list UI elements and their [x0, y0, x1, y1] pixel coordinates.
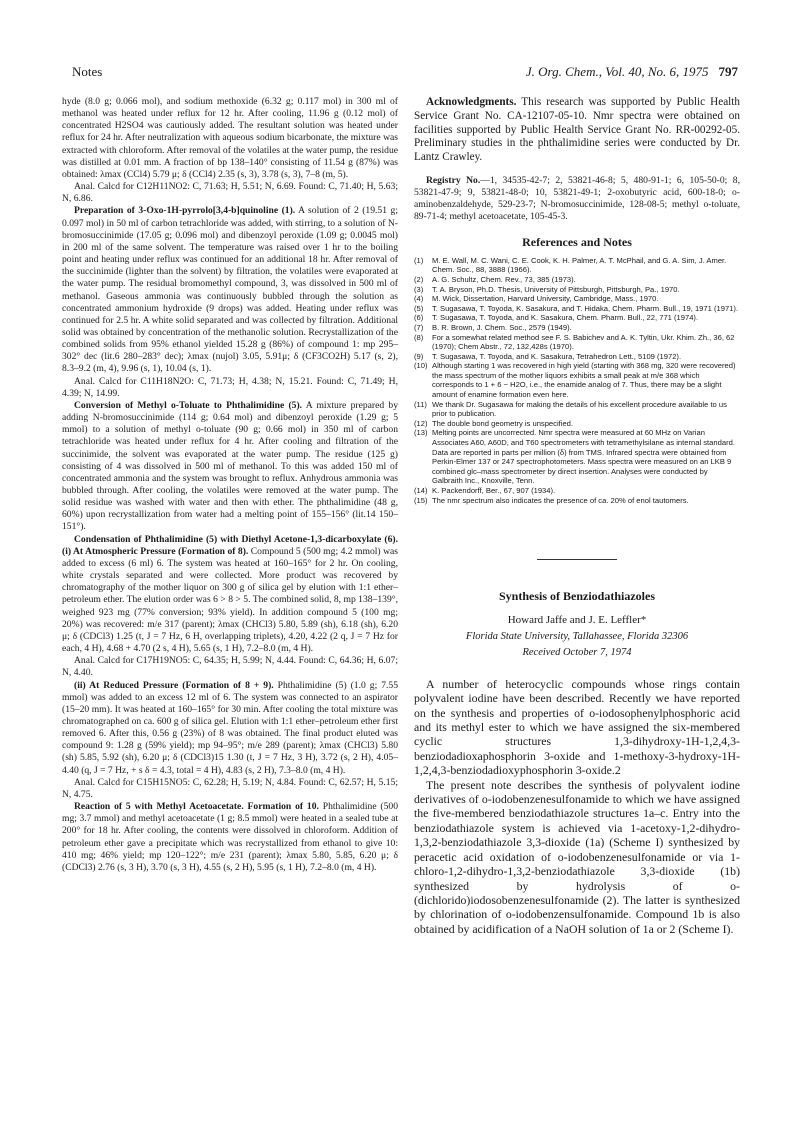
reference-text: K. Packendorff, Ber., 67, 907 (1934). — [432, 486, 556, 496]
reference-text: B. R. Brown, J. Chem. Soc., 2579 (1949). — [432, 322, 572, 332]
reference-text: The nmr spectrum also indicates the presence of ca. 20% of enol tautomers. — [432, 495, 689, 505]
reference-item — [414, 333, 740, 352]
paragraph-heading: (ii) At Reduced Pressure (Formation of 8 + 9). — [74, 679, 274, 691]
affiliation: Florida State University, Tallahassee, Florida 32306 — [465, 630, 689, 642]
reference-text: We thank Dr. Sugasawa for making the details of his excellent procedure available to us prior to publication. — [432, 399, 727, 419]
paragraph: Preparation of 3-Oxo-1H-pyrrolo[3,4-b]quinoline (1). A solution of 2 (19.51 g; 0.097 mol) in 50 ml of carbon tetrachloride was added, with stirring, to a solution of N-bromosuccinimide (17.05 g; 0.096 mol) and dibenzoyl peroxide (1.09 g; 0.0045 mol) in 200 ml of the same solvent. The temperature was raised over 1 hr to the boiling point and heating under reflux was continued for an additional 18 hr. After removal of the succinimide (lighter than the solvent) by filtration, the volatiles were evaporated at the water pump. The residual bromomethyl compound, 3, was dissolved in 500 ml of methanol. Gaseous ammonia was continuously bubbled through the solution as concentrated ammonium hydroxide (9 drops) was added. Heating under reflux was continued for 2.5 hr. A white solid separated and was collected by filtration. Additional solid was obtained by concentration of the methanolic solution. Recrystallization of the combined solids from 95% ethanol yielded 15.28 g (86%) of compound 1: mp 295–302° dec (lit.6 280–283° dec); λmax (nujol) 3.05, 5.91μ; δ (CF3CO2H) 5.17 (s, 2), 8.3–9.2 (m, 4), 9.96 (s, 1), 10.04 (s, 1). — [62, 205, 398, 375]
reference-text: T. A. Bryson, Ph.D. Thesis, University of Pittsburgh, Pittsburgh, Pa., 1970. — [432, 284, 680, 294]
reference-item — [414, 275, 740, 285]
reference-item — [414, 285, 740, 295]
reference-number: (6) — [414, 313, 424, 323]
paragraph-heading: Condensation of Phthalimidine (5) with Diethyl Acetone-1,3-dicarboxylate (6). (i) At Atmospheric Pressure (Formation of 8). — [62, 533, 398, 557]
analysis-paragraph: Anal. Calcd for C11H18N2O: C, 71.73; H, 4.38; N, 15.21. Found: C, 71.49; H, 4.39; N, 14.99. — [62, 375, 398, 399]
reference-item — [414, 294, 740, 304]
reference-number: (2) — [414, 274, 424, 284]
reference-text: A. G. Schultz, Chem. Rev., 73, 385 (1973). — [432, 274, 576, 284]
reference-item — [414, 352, 740, 362]
authors: Howard Jaffe and J. E. Leffler* — [507, 614, 647, 627]
reference-item — [414, 323, 740, 333]
reference-text: For a somewhat related method see F. S. Babichev and A. K. Tyltin, Ukr. Khim. Zh., 36, 62 (1970); Chem Abstr., 72, 132,428s (1970). — [432, 332, 735, 352]
reference-text: M. Wick, Dissertation, Harvard University, Cambridge, Mass., 1970. — [432, 294, 659, 304]
left-column — [62, 96, 398, 874]
paragraph-heading: Reaction of 5 with Methyl Acetoacetate. Formation of 10. — [74, 801, 319, 813]
reference-item — [414, 313, 740, 323]
reference-number: (4) — [414, 294, 424, 304]
analysis-paragraph: Anal. Calcd for C15H15NO5: C, 62.28; H, 5.19; N, 4.84. Found: C, 62.57; H, 5.15; N, 4.75. — [62, 776, 398, 800]
reference-number: (5) — [414, 303, 424, 313]
reference-number: (10) — [414, 361, 428, 371]
section-label: Notes — [72, 64, 103, 79]
references-list — [414, 256, 740, 505]
analysis-paragraph: Anal. Calcd for C17H19NO5: C, 64.35; H, 5.99; N, 4.44. Found: C, 64.36; H, 6.07; N, 4.40. — [62, 655, 398, 679]
reference-number: (1) — [414, 255, 424, 265]
acknowledgments-heading: Acknowledgments. — [426, 96, 517, 108]
article-title: Synthesis of Benziodathiazoles — [498, 589, 655, 604]
paragraph: Condensation of Phthalimidine (5) with Diethyl Acetone-1,3-dicarboxylate (6). (i) At Atmospheric Pressure (Formation of 8). Compound 5 (500 mg; 4.2 mmol) was added to excess (6 ml) 6. The system was heated at 160–165° for 2 hr. On cooling, white crystals separated and were collected. More product was recovered by chromatography of the mother liquor on 300 g of silica gel by elution with 1:1 ether–petroleum ether. The elution order was 6 > 8 > 5. The combined solid, 8, mp 138–139°, weighed 923 mg (77% conversion; 93% yield). In addition compound 5 (100 mg; 20%) was recovered: m/e 317 (parent); λmax (CHCl3) 5.80, 5.89 (sh), 6.18 (sh), 6.20 μ; δ (CDCl3) 1.25 (t, J = 7 Hz, 6 H, overlapping triplets), 4.20, 4.22 (2 q, J = 7 Hz for each, 4 H), 4.68 + 4.70 (2 s, 4 H), 5.65 (s, 1 H), 7.2–8.0 (m, 4 H). — [62, 533, 399, 655]
reference-item — [414, 400, 740, 419]
paragraph: hyde (8.0 g; 0.066 mol), and sodium methoxide (6.32 g; 0.117 mol) in 300 ml of methanol was heated under reflux for 12 hr. After cooling, 11.96 g (0.12 mol) of concentrated H2SO4 was cautiously added. The resultant solution was heated under reflux for 24 hr. After neutralization with aqueous sodium bicarbonate, the mixture was extracted with chloroform. After removal of the volatiles at the water pump, the residue was distilled at 0.01 mm. A fraction of bp 138–140° consisting of 11.54 g (87%) was obtained: λmax (CCl4) 5.79 μ; δ (CCl4) 2.35 (s, 3), 3.78 (s, 3), 7–8 (m, 5). — [62, 96, 398, 180]
divider — [537, 559, 617, 560]
reference-number: (14) — [414, 486, 428, 496]
received-date: Received October 7, 1974 — [522, 646, 632, 658]
analysis-paragraph: Anal. Calcd for C12H11NO2: C, 71.63; H, 5.51; N, 6.69. Found: C, 71.40; H, 5.63; N, 6.86. — [62, 181, 398, 205]
reference-item — [414, 496, 740, 506]
reference-text: T. Sugasawa, T. Toyoda, K. Sasakura, and T. Hidaka, Chem. Pharm. Bull., 19, 1971 (1971). — [432, 303, 739, 313]
page-number: 797 — [718, 64, 738, 79]
reference-item — [414, 256, 740, 275]
right-column — [414, 96, 740, 936]
paragraph-heading: Conversion of Methyl o-Toluate to Phthalimidine (5). — [74, 399, 303, 411]
reference-item — [414, 419, 740, 429]
reference-text: T. Sugasawa, T. Toyoda, and K. Sasakura, Chem. Pharm. Bull., 22, 771 (1974). — [432, 313, 699, 323]
reference-text: T. Sugasawa, T. Toyoda, and K. Sasakura, Tetrahedron Lett., 5109 (1972). — [432, 351, 682, 361]
reference-number: (12) — [414, 418, 428, 428]
reference-text: Although starting 1 was recovered in high yield (starting with 368 mg, 320 were recovered) the mass spectrum of the mother liquors exhibits a small peak at m/e 368 which corresponds to 1 + 6 − H2O, i.e., the enamide analog of 7. Thus, there may be a slight amount of enamine formation even here. — [432, 361, 736, 400]
reference-item — [414, 361, 740, 399]
acknowledgments: Acknowledgments. This research was supported by Public Health Service Grant No. CA-12107-05-10. Nmr spectra were obtained on facilities supported by Public Health Service Grant No. RR-00292-05. Preliminary studies in the phthalimidine series were conducted by Dr. Lantz Crawley. — [414, 96, 740, 164]
registry-numbers: Registry No.—1, 34535-42-7; 2, 53821-46-8; 5, 480-91-1; 6, 105-50-0; 8, 53821-47-9; 9, 53821-48-0; 10, 53821-49-1; 2-oxobutyric acid, 600-18-0; o-aminobenzaldehyde, 529-23-7; N-bromosuccinimide, 128-08-5; methyl o-toluate, 89-71-4; methyl acetoacetate, 105-45-3. — [414, 174, 740, 223]
reference-number: (3) — [414, 284, 424, 294]
reference-text: The double bond geometry is unspecified. — [432, 418, 573, 428]
paragraph: A number of heterocyclic compounds whose rings contain polyvalent iodine have been described. Recently we have reported on the synthesis and properties of o-iodosophenylphosphoric acid and its methyl ester to which we have assigned the six-membered cyclic structures 1,3-dihydroxy-1H-1,2,4,3-benziodadioxaphosphorin 3-oxide and 1-methoxy-3-hydroxy-1H-1,2,4,3-benziodadioxyphosphorin 3-oxide.2 — [414, 676, 740, 778]
reference-item — [414, 486, 740, 496]
journal-citation — [526, 64, 738, 80]
paragraph: Conversion of Methyl o-Toluate to Phthalimidine (5). A mixture prepared by adding N-bromosuccinimide (114 g; 0.64 mol) and dibenzoyl peroxide (1.29 g; 5 mmol) to a solution of methyl o-toluate (90 g; 0.66 mol) in 350 ml of carbon tetrachloride was heated under reflux for 4 hr. After cooling and filtration of the succinimide, the solvent was evaporated at the water pump. The residue (125 g) consisting of 4 was dissolved in 500 ml of methanol. To this was added 150 ml of concentrated ammonia and the system was brought to reflux. Anhydrous ammonia was bubbled through. After cooling, the volatiles were removed at the water pump. The solid residue was washed with water and then with ether. The phthalimidine (48 g, 60%) upon recrystallization from water had a melting point of 155–156° (lit.14 150–151°). — [62, 399, 398, 533]
reference-number: (9) — [414, 351, 424, 361]
reference-item — [414, 304, 740, 314]
reference-number: (11) — [414, 399, 427, 409]
paragraph: The present note describes the synthesis of polyvalent iodine derivatives of o-iodobenzenesulfonamide to which we have assigned the five-membered benziodathiazole structures 1a–c. Entry into the benziodathiazole system is achieved via 1-acetoxy-1,2-dihydro-1,3,2-benziodathiazole 3,3-dioxide (1a) (Scheme I) synthesized by peracetic acid oxidation of o-iodobenzenesulfonamide or via 1-chloro-1,2-dihydro-1,3,2-benziodathiazole 3,3-dioxide (1b) synthesized by hydrolysis of o-(dichlorido)iodosobenzenesulfonamide (2). The latter is synthesized by chlorination of o-iodobenzensulfonamide. Compound 1b is also obtained by acidification of a NaOH solution of 1a or 2 (Scheme I). — [414, 777, 740, 936]
reference-text: M. E. Wall, M. C. Wani, C. E. Cook, K. H. Palmer, A. T. McPhail, and G. A. Sim, J. Amer. Chem. Soc., 88, 3888 (1966). — [432, 255, 727, 275]
paragraph-heading: Preparation of 3-Oxo-1H-pyrrolo[3,4-b]quinoline (1). — [74, 205, 296, 217]
reference-number: (13) — [414, 428, 428, 438]
references-title: References and Notes — [522, 234, 632, 249]
reference-number: (7) — [414, 322, 424, 332]
reference-item — [414, 428, 740, 486]
paragraph: Reaction of 5 with Methyl Acetoacetate. Formation of 10. Phthalimidine (500 mg; 3.7 mmol) and methyl acetoacetate (1 g; 8.5 mmol) were heated in a sealed tube at 200° for 18 hr. After cooling, the contents were dissolved in chloroform. Addition of petroleum ether gave a precipitate which was recrystallized from ethanol to give 10: 410 mg; 46% yield; mp 120–122°; m/e 231 (parent); λmax 5.80, 5.85, 6.20 μ; δ (CDCl3) 2.76 (s, 3 H), 3.70 (s, 3 H), 4.55 (s, 2 H), 5.95 (s, 1 H), 7.2–8.0 (m, 4 H). — [62, 801, 398, 873]
paragraph: (ii) At Reduced Pressure (Formation of 8 + 9). Phthalimidine (5) (1.0 g; 7.55 mmol) was added to an excess 12 ml of 6. The system was connected to an aspirator (15–20 mm). It was heated at 160–165° for 30 min. After cooling the total mixture was chromatographed on ca. 600 g of silica gel. Elution with 1:1 ether–petroleum ether first removed 6. After this, 0.56 g (23%) of 8 was obtained. The final product eluted was compound 9: 1.28 g (59% yield); mp 94–95°; m/e 289 (parent); λmax (CHCl3) 5.80 (sh) 5.85, 5.92 (sh), 6.20 μ; δ (CDCl3)15 1.30 (t, J = 7 Hz, 3 H), 3.72 (s, 2 H), 4.05–4.40 (q, J = 7 Hz, + s δ = 4.3, total = 4 H), 4.83 (s, 2 H), 7.3–8.0 (m, 4 H). — [62, 679, 398, 776]
reference-number: (8) — [414, 332, 424, 342]
registry-heading: Registry No. — [426, 174, 481, 186]
reference-number: (15) — [414, 495, 428, 505]
running-header — [72, 64, 738, 84]
reference-text: Melting points are uncorrected. Nmr spectra were measured at 60 MHz on Varian Associates A60, A60D, and T60 spectrometers with tetramethylsilane as internal standard. Data are reported in parts per million (δ) from TMS. Infrared spectra were obtained from Perkin-Elmer 137 or 247 spectrophotometers. Mass spectra were measured on an LKB 9 combined glc–mass spectrometer by direct insertion. Analyses were conducted by Galbraith Inc., Knoxville, Tenn. — [432, 428, 735, 486]
journal-name: J. Org. Chem., Vol. 40, No. 6, 1975 — [525, 64, 709, 79]
